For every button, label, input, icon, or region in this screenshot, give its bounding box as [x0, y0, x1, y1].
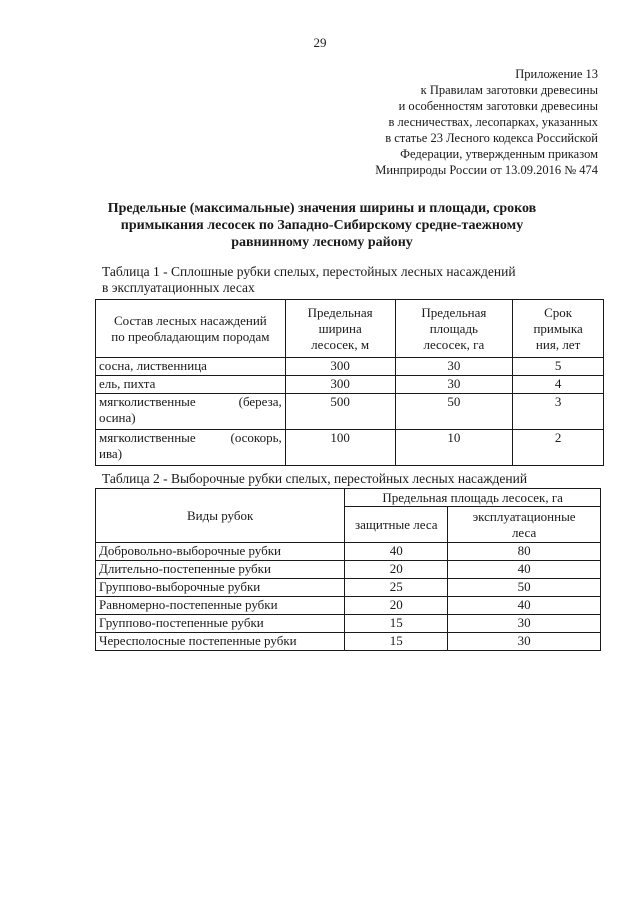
table1-cell-name: ель, пихта [96, 376, 286, 394]
table1-caption-line: Таблица 1 - Сплошные рубки спелых, перестойных лесных насаждений [102, 264, 516, 279]
appendix-line: в статье 23 Лесного кодекса Российской [385, 131, 598, 145]
table1-cell-width: 100 [285, 430, 395, 466]
table1-cell-name: мягколиственные (береза, осина) [96, 394, 286, 430]
table1-cell-term: 2 [513, 430, 604, 466]
table2-header-exploitation: эксплуатационные леса [448, 507, 601, 543]
page-number: 29 [313, 35, 327, 50]
table2-caption: Таблица 2 - Выборочные рубки спелых, перестойных лесных насаждений [102, 471, 528, 486]
table2-cell-protective: 15 [345, 633, 448, 651]
table1-header-term: Срок примыка ния, лет [513, 300, 604, 358]
title-line: примыкания лесосек по Западно-Сибирскому средне-таежному [120, 218, 524, 233]
table1-cell-name: сосна, лиственница [96, 358, 286, 376]
table2 [95, 488, 601, 651]
table-row [96, 543, 601, 561]
table1-cell-area: 10 [395, 430, 513, 466]
table2-cell-exploitation: 40 [448, 597, 601, 615]
appendix-line: Федерации, утвержденным приказом [400, 147, 598, 161]
table-row [96, 561, 601, 579]
table2-cell-name: Группово-выборочные рубки [96, 579, 345, 597]
table2-cell-protective: 40 [345, 543, 448, 561]
appendix-line: Минприроды России от 13.09.2016 № 474 [375, 163, 598, 177]
table2-cell-name: Длительно-постепенные рубки [96, 561, 345, 579]
table1-cell-term: 4 [513, 376, 604, 394]
table-row [96, 597, 601, 615]
appendix-line: и особенностям заготовки древесины [398, 99, 598, 113]
table2-cell-exploitation: 50 [448, 579, 601, 597]
appendix-line: в лесничествах, лесопарках, указанных [388, 115, 598, 129]
table1-caption [102, 264, 516, 296]
table2-header-row [96, 489, 601, 507]
appendix-header [375, 66, 598, 178]
table-row [96, 579, 601, 597]
table2-cell-name: Группово-постепенные рубки [96, 615, 345, 633]
title-line: Предельные (максимальные) значения ширины и площади, сроков [107, 201, 537, 216]
table2-cell-exploitation: 30 [448, 615, 601, 633]
table2-cell-protective: 20 [345, 561, 448, 579]
table1-caption-line: в эксплуатационных лесах [102, 280, 255, 295]
table2-cell-protective: 20 [345, 597, 448, 615]
table1-cell-term: 5 [513, 358, 604, 376]
table-row [96, 358, 604, 376]
table1-cell-term: 3 [513, 394, 604, 430]
table1-header-area: Предельная площадь лесосек, га [395, 300, 513, 358]
table-row [96, 633, 601, 651]
table1-cell-name: мягколиственные (осокорь, ива) [96, 430, 286, 466]
title-line: равнинному лесному району [231, 235, 413, 250]
table-row [96, 430, 604, 466]
table2-header-types: Виды рубок [96, 489, 345, 543]
table1-cell-width: 500 [285, 394, 395, 430]
table2-cell-protective: 25 [345, 579, 448, 597]
table1-cell-area: 30 [395, 358, 513, 376]
appendix-line: к Правилам заготовки древесины [420, 83, 598, 97]
table-row [96, 376, 604, 394]
table2-cell-exploitation: 80 [448, 543, 601, 561]
table-row [96, 615, 601, 633]
table2-cell-exploitation: 30 [448, 633, 601, 651]
table1-header-row [96, 300, 604, 358]
table1 [95, 299, 604, 466]
table1-cell-area: 50 [395, 394, 513, 430]
table1-header-composition: Состав лесных насаждений по преобладающим породам [96, 300, 286, 358]
table2-header-area: Предельная площадь лесосек, га [345, 489, 601, 507]
table1-cell-width: 300 [285, 376, 395, 394]
table2-cell-protective: 15 [345, 615, 448, 633]
table1-cell-area: 30 [395, 376, 513, 394]
table2-cell-name: Добровольно-выборочные рубки [96, 543, 345, 561]
table2-header-protective: защитные леса [345, 507, 448, 543]
table2-cell-name: Чересполосные постепенные рубки [96, 633, 345, 651]
appendix-line: Приложение 13 [515, 67, 598, 81]
table-row [96, 394, 604, 430]
document-title [80, 200, 564, 251]
table1-header-width: Предельная ширина лесосек, м [285, 300, 395, 358]
table1-cell-width: 300 [285, 358, 395, 376]
table2-cell-exploitation: 40 [448, 561, 601, 579]
table2-cell-name: Равномерно-постепенные рубки [96, 597, 345, 615]
